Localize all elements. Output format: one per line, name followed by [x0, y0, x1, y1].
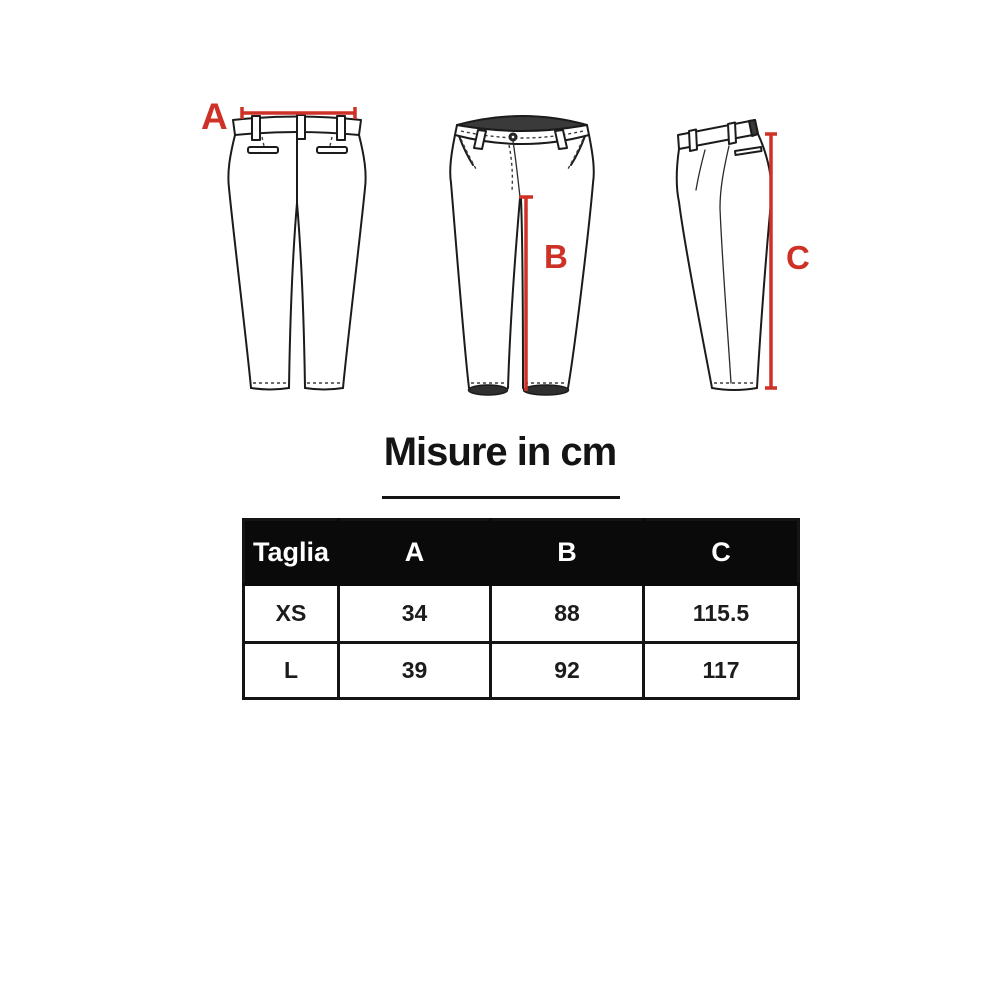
- title-underline: [382, 496, 620, 499]
- measure-label-a: A: [201, 96, 228, 137]
- section-title: Misure in cm: [383, 430, 617, 474]
- pants-front-view-illustration: [435, 105, 610, 405]
- measure-c-line: [765, 134, 777, 388]
- size-cell: 92: [491, 643, 644, 699]
- size-cell: 88: [491, 585, 644, 643]
- column-header-a: A: [339, 520, 491, 585]
- size-cell: 34: [339, 585, 491, 643]
- pants-back-view-illustration: [210, 100, 380, 400]
- hem-opening: [524, 385, 569, 395]
- size-cell: 115.5: [644, 585, 799, 643]
- column-header-b: B: [491, 520, 644, 585]
- size-cell: 39: [339, 643, 491, 699]
- table-row-xs: [244, 585, 799, 643]
- front-fly-seam: [513, 141, 520, 197]
- size-table: [242, 518, 800, 700]
- belt-loop: [252, 116, 260, 140]
- table-header-row: [244, 520, 799, 585]
- belt-loop: [728, 123, 736, 145]
- size-name-cell: L: [244, 643, 339, 699]
- belt-loop: [297, 115, 305, 139]
- measure-label-c: C: [786, 239, 810, 276]
- table-row-l: [244, 643, 799, 699]
- pants-side-view-illustration: [665, 110, 785, 400]
- belt-loop: [337, 116, 345, 140]
- size-name-cell: XS: [244, 585, 339, 643]
- belt-loop: [689, 130, 697, 152]
- size-cell: 117: [644, 643, 799, 699]
- leg-crease: [720, 146, 731, 383]
- hem-opening: [469, 385, 508, 395]
- back-pocket-welt: [735, 147, 762, 155]
- column-header-taglia: Taglia: [244, 520, 339, 585]
- measure-label-b: B: [544, 238, 568, 275]
- column-header-c: C: [644, 520, 799, 585]
- back-pocket-welt: [248, 147, 278, 153]
- back-pocket-welt: [317, 147, 347, 153]
